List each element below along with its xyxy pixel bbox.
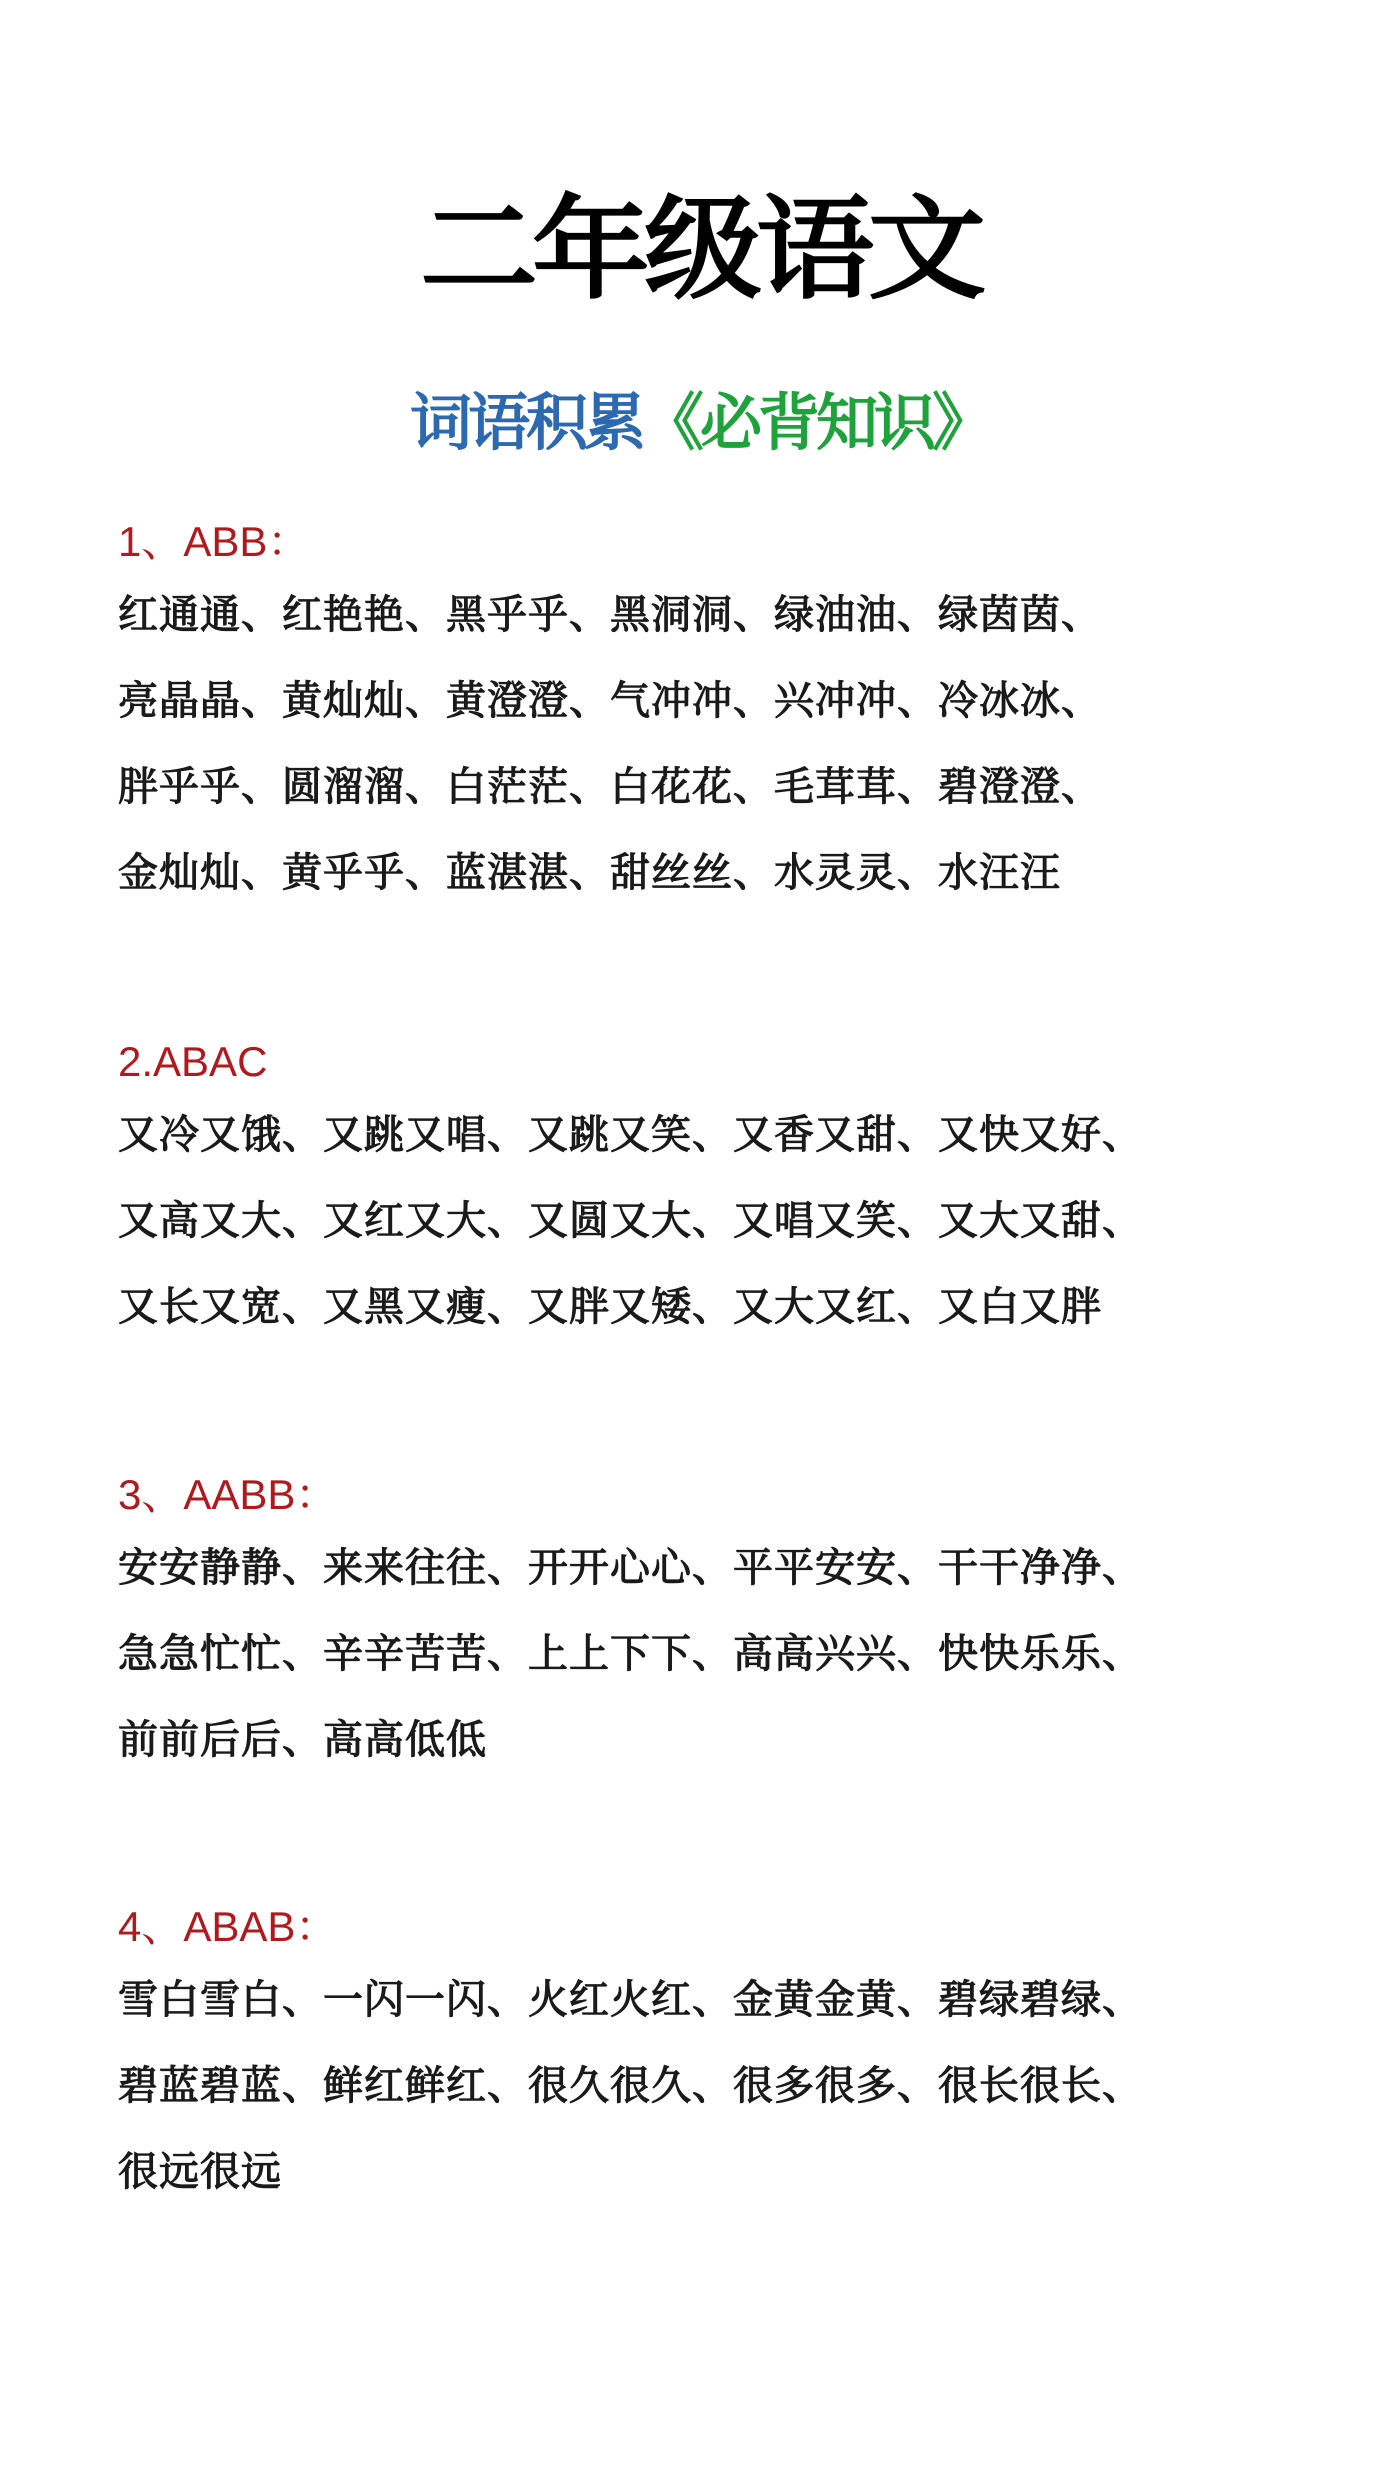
word-line: 雪白雪白、一闪一闪、火红火红、金黄金黄、碧绿碧绿、: [118, 1977, 1143, 2023]
word-line: 安安静静、来来往往、开开心心、平平安安、干干净净、: [118, 1545, 1143, 1591]
page-subtitle: [0, 386, 1400, 459]
section-aabb: [118, 1465, 1318, 1783]
word-line: 又冷又饿、又跳又唱、又跳又笑、又香又甜、又快又好、: [118, 1112, 1143, 1158]
word-line: 又长又宽、又黑又瘦、又胖又矮、又大又红、又白又胖: [118, 1284, 1102, 1330]
word-line: 碧蓝碧蓝、鲜红鲜红、很久很久、很多很多、很长很长、: [118, 2063, 1143, 2109]
subtitle-emphasis: 《必背知识》: [642, 386, 991, 459]
word-line: 又高又大、又红又大、又圆又大、又唱又笑、又大又甜、: [118, 1198, 1143, 1244]
section-heading: 2.ABAC: [118, 1038, 268, 1085]
word-line: 急急忙忙、辛辛苦苦、上上下下、高高兴兴、快快乐乐、: [118, 1631, 1143, 1677]
section-heading: 4、ABAB：: [118, 1903, 338, 1950]
section-abb: [118, 512, 1318, 916]
section-heading: 3、AABB：: [118, 1471, 338, 1518]
word-line: 很远很远: [118, 2149, 282, 2195]
word-line: 胖乎乎、圆溜溜、白茫茫、白花花、毛茸茸、碧澄澄、: [118, 764, 1102, 810]
word-line: 红通通、红艳艳、黑乎乎、黑洞洞、绿油油、绿茵茵、: [118, 592, 1102, 638]
subtitle-category: 词语积累: [409, 386, 642, 459]
page-title: 二年级语文: [419, 183, 980, 315]
section-heading: 1、ABB：: [118, 518, 310, 565]
word-line: 亮晶晶、黄灿灿、黄澄澄、气冲冲、兴冲冲、冷冰冰、: [118, 678, 1102, 724]
word-line: 金灿灿、黄乎乎、蓝湛湛、甜丝丝、水灵灵、水汪汪: [118, 850, 1061, 896]
section-abab: [118, 1897, 1318, 2215]
word-line: 前前后后、高高低低: [118, 1717, 487, 1763]
section-abac: [118, 1032, 1318, 1350]
